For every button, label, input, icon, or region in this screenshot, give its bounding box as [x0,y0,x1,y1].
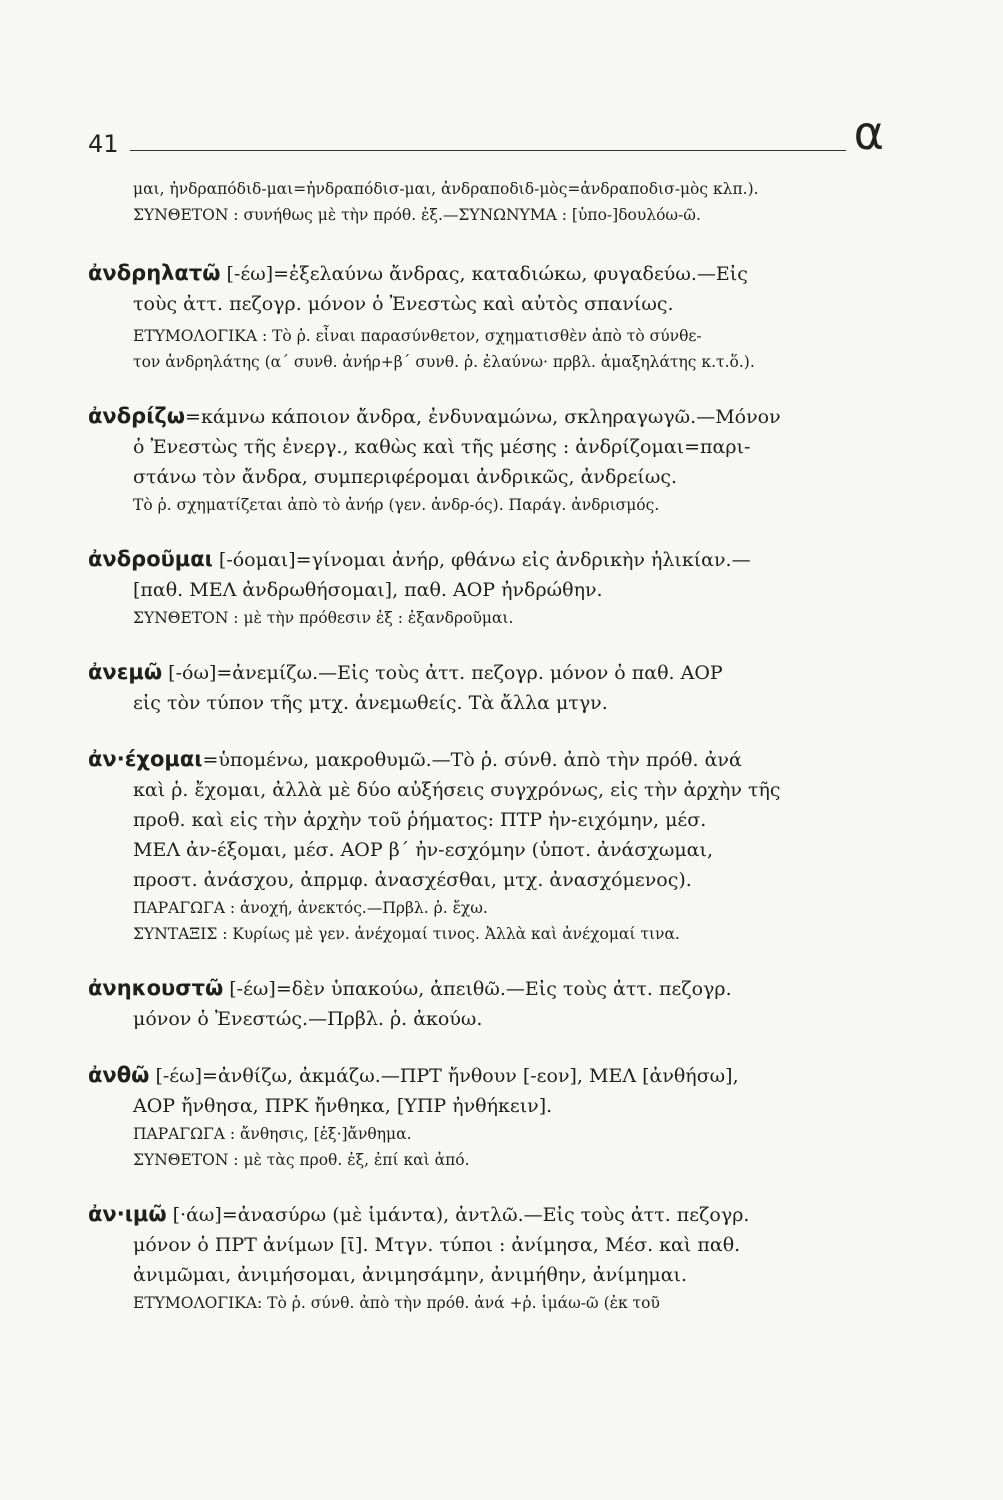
entry-line: στάνω τὸν ἄνδρα, συμπεριφέρομαι ἀνδρικῶς, ἀνδρείως. [133,466,678,488]
entry-note: ΕΤΥΜΟΛΟΓΙΚΑ: Τὸ ῥ. σύνθ. ἀπὸ τὴν πρόθ. ἀνά +ῥ. ἱμάω-ῶ (ἐκ τοῦ [133,1294,660,1312]
page-number: 41 [88,130,119,158]
entry-first-line [88,1060,893,1091]
entry-line: ὁ Ἐνεστὼς τῆς ἐνεργ., καθὼς καὶ τῆς μέσης : ἀνδρίζομαι=παρι- [133,436,751,458]
entry-first-line [88,657,893,688]
entry-line: ΑΟΡ ἤνθησα, ΠΡΚ ἤνθηκα, [ΥΠΡ ἠνθήκειν]. [133,1095,553,1117]
header-rule [130,150,846,151]
entry-definition: [-έω]=δὲν ὑπακούω, ἀπειθῶ.—Εἰς τοὺς ἀττ. πεζογρ. [223,978,732,1000]
entry-headword: ἀνδρίζω [88,404,186,428]
entry-note: ΣΥΝΘΕΤΟΝ : μὲ τὰς προθ. ἐξ, ἐπί καὶ ἀπό. [133,1151,470,1169]
dictionary-entry [88,544,893,631]
entry-note: ΣΥΝΘΕΤΟΝ : μὲ τὴν πρόθεσιν ἐξ : ἐξανδροῦμαι. [133,609,514,627]
entry-line: προθ. καὶ εἰς τὴν ἀρχὴν τοῦ ῥήματος: ΠΤΡ ἠν-ειχόμην, μέσ. [133,809,707,831]
entry-line: ΜΕΛ ἀν-έξομαι, μέσ. ΑΟΡ β΄ ἠν-εσχόμην (ὑποτ. ἀνάσχωμαι, [133,839,714,861]
dictionary-entry [88,401,893,518]
page-body [88,176,893,1316]
entry-definition: [-έω]=ἐξελαύνω ἄνδρας, καταδιώκω, φυγαδεύω.—Εἰς [220,263,748,285]
entry-line: μόνον ὁ ΠΡΤ ἀνίμων [ῑ]. Μτγν. τύποι : ἀνίμησα, Μέσ. καὶ παθ. [133,1234,741,1256]
entry-definition: [-όω]=ἀνεμίζω.—Εἰς τοὺς ἀττ. πεζογρ. μόνον ὁ παθ. ΑΟΡ [162,662,723,684]
page-header [88,106,888,172]
entry-line: μόνον ὁ Ἐνεστώς.—Πρβλ. ῥ. ἀκούω. [133,1008,483,1030]
entry-line: εἰς τὸν τύπον τῆς μτχ. ἀνεμωθείς. Τὰ ἄλλα μτγν. [133,692,608,714]
section-letter: α [853,106,884,160]
entry-first-line [88,401,893,432]
dictionary-entry [88,973,893,1034]
entry-definition: =κάμνω κάποιον ἄνδρα, ἐνδυναμώνω, σκληραγωγῶ.—Μόνον [185,406,781,428]
continuation-line: μαι, ἠνδραπόδιδ-μαι=ἠνδραπόδισ-μαι, ἀνδραποδιδ-μὸς=ἀνδραποδισ-μὸς κλπ.). [133,180,759,198]
dictionary-entry [88,744,893,947]
entry-headword: ἀνδροῦμαι [88,547,213,571]
entry-first-line [88,544,893,575]
entry-line: ἀνιμῶμαι, ἀνιμήσομαι, ἀνιμησάμην, ἀνιμήθην, ἀνίμημαι. [133,1264,688,1286]
entry-definition: [·άω]=ἀνασύρω (μὲ ἱμάντα), ἀντλῶ.—Εἰς τοὺς ἀττ. πεζογρ. [166,1204,750,1226]
continuation-line: ΣΥΝΘΕΤΟΝ : συνήθως μὲ τὴν πρόθ. ἐξ.—ΣΥΝΩΝΥΜΑ : [ὑπο-]δουλόω-ῶ. [133,206,701,224]
entry-definition: =ὑπομένω, μακροθυμῶ.—Τὸ ῥ. σύνθ. ἀπὸ τὴν πρόθ. ἀνά [202,749,742,771]
entry-note: ΣΥΝΤΑΞΙΣ : Κυρίως μὲ γεν. ἀνέχομαί τινος. Ἀλλὰ καὶ ἀνέχομαί τινα. [133,925,680,943]
entry-headword: ἀν·έχομαι [88,747,203,771]
entry-first-line [88,1199,893,1230]
entry-definition: [-έω]=ἀνθίζω, ἀκμάζω.—ΠΡΤ ἤνθουν [-εον], ΜΕΛ [ἀνθήσω], [149,1065,739,1087]
dictionary-entry [88,657,893,718]
entry-first-line [88,744,893,775]
entry-headword: ἀν·ιμῶ [88,1202,167,1226]
dictionary-entry [88,1199,893,1316]
entry-note: τον ἀνδρηλάτης (α΄ συνθ. ἀνήρ+β΄ συνθ. ῥ. ἐλαύνω· πρβλ. ἁμαξηλάτης κ.τ.ὅ.). [133,353,755,371]
entry-first-line [88,258,893,289]
entry-headword: ἀνδρηλατῶ [88,261,221,285]
entry-line: καὶ ῥ. ἔχομαι, ἀλλὰ μὲ δύο αὐξήσεις συγχρόνως, εἰς τὴν ἀρχὴν τῆς [133,779,781,801]
entry-headword: ἀνεμῶ [88,660,163,684]
entry-note: ΠΑΡΑΓΩΓΑ : ἄνθησις, [ἐξ·]ἄνθημα. [133,1125,412,1143]
entry-headword: ἀνθῶ [88,1063,150,1087]
dictionary-entry [88,258,893,375]
entry-line: τοὺς ἀττ. πεζογρ. μόνον ὁ Ἐνεστὼς καὶ αὐτὸς σπανίως. [133,293,674,315]
entry-note: ΕΤΥΜΟΛΟΓΙΚΑ : Τὸ ῥ. εἶναι παρασύνθετον, σχηματισθὲν ἀπὸ τὸ σύνθε- [133,327,702,345]
dictionary-entry [88,1060,893,1173]
entry-line: [παθ. ΜΕΛ ἀνδρωθήσομαι], παθ. ΑΟΡ ἠνδρώθην. [133,579,603,601]
entry-first-line [88,973,893,1004]
entry-headword: ἀνηκουστῶ [88,976,224,1000]
entry-definition: [-όομαι]=γίνομαι ἀνήρ, φθάνω εἰς ἀνδρικὴν ἡλικίαν.— [212,549,751,571]
entry-note: ΠΑΡΑΓΩΓΑ : ἀνοχή, ἀνεκτός.—Πρβλ. ῥ. ἔχω. [133,899,488,917]
entry-note: Τὸ ῥ. σχηματίζεται ἀπὸ τὸ ἀνήρ (γεν. ἀνδρ-ός). Παράγ. ἀνδρισμός. [133,496,660,514]
continuation-block [133,176,893,228]
entry-line: προστ. ἀνάσχου, ἀπρμφ. ἀνασχέσθαι, μτχ. ἀνασχόμενος). [133,869,692,891]
